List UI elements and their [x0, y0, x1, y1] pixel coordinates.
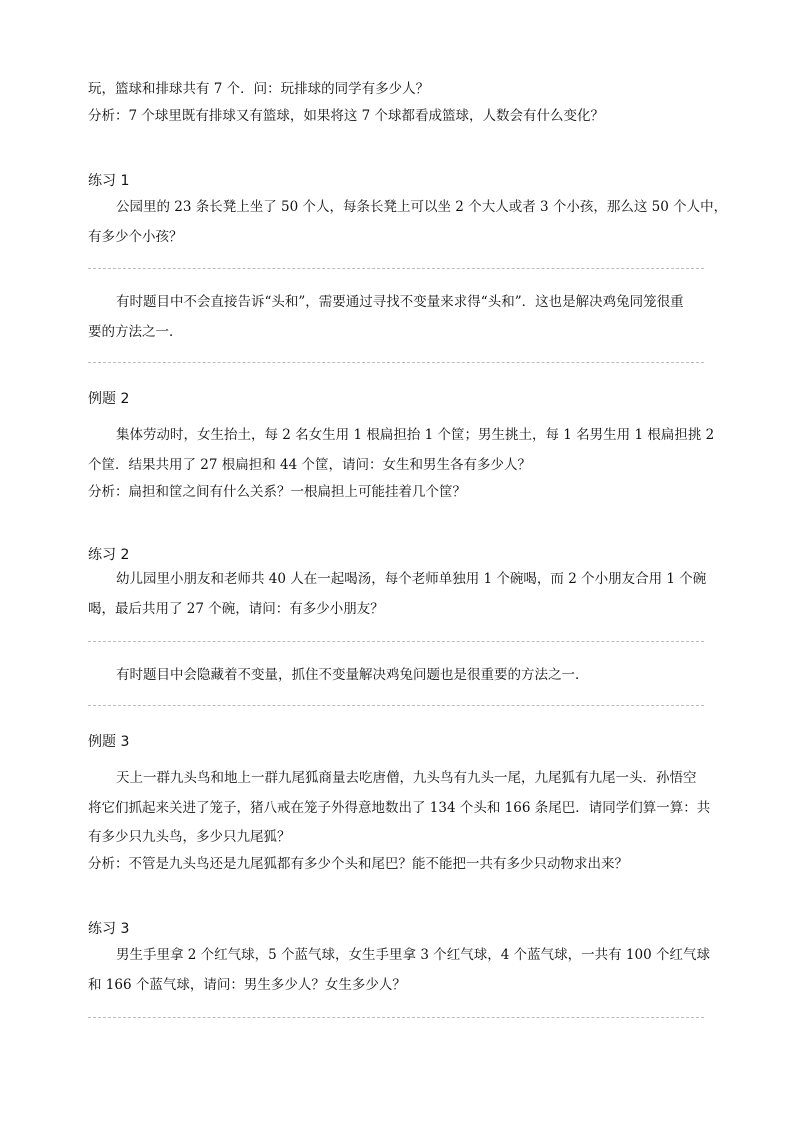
dashed-divider — [88, 705, 704, 706]
section-heading-practice-2: 练习 2 — [88, 547, 130, 563]
practice-3-line-1: 男生手里拿 2 个红气球，5 个蓝气球，女生手里拿 3 个红气球，4 个蓝气球，一共有 100 个红气球 — [116, 947, 710, 963]
practice-1-line-1: 公园里的 23 条长凳上坐了 50 个人，每条长凳上可以坐 2 个大人或者 3 个小孩，那么这 50 个人中， — [116, 199, 728, 215]
note-1-line-2: 要的方法之一． — [88, 324, 183, 340]
example-3-line-1: 天上一群九头鸟和地上一群九尾狐商量去吃唐僧，九头鸟有九头一尾，九尾狐有九尾一头．孙悟空 — [116, 770, 697, 786]
section-heading-practice-3: 练习 3 — [88, 921, 130, 937]
section-heading-example-2: 例题 2 — [88, 391, 130, 407]
practice-2-line-1: 幼儿园里小朋友和老师共 40 人在一起喝汤，每个老师单独用 1 个碗喝，而 2 个小朋友合用 1 个碗 — [116, 571, 707, 587]
note-2: 有时题目中会隐藏着不变量，抓住不变量解决鸡兔问题也是很重要的方法之一． — [116, 667, 589, 683]
practice-2-line-2: 喝，最后共用了 27 个碗，请问：有多少小朋友？ — [88, 601, 384, 617]
analysis-line: 分析：7 个球里既有排球又有篮球，如果将这 7 个球都看成篮球，人数会有什么变化？ — [88, 108, 605, 124]
dashed-divider — [88, 641, 704, 642]
dashed-divider — [88, 362, 704, 363]
section-heading-practice-1: 练习 1 — [88, 173, 130, 189]
example-2-line-1: 集体劳动时，女生抬土，每 2 名女生用 1 根扁担抬 1 个筐；男生挑土，每 1 名男生用 1 根扁担挑 2 — [116, 427, 715, 443]
dashed-divider — [88, 1017, 704, 1018]
note-1-line-1: 有时题目中不会直接告诉“头和”，需要通过寻找不变量来求得“头和”．这也是解决鸡兔同笼很重 — [116, 294, 684, 310]
practice-3-line-2: 和 166 个蓝气球，请问：男生多少人？女生多少人？ — [88, 977, 406, 993]
example-3-line-3: 有多少只九头鸟，多少只九尾狐？ — [88, 829, 291, 845]
example-3-line-2: 将它们抓起来关进了笼子，猪八戒在笼子外得意地数出了 134 个头和 166 条尾巴．请同学们算一算：共 — [88, 800, 711, 816]
example-3-analysis: 分析：不管是九头鸟还是九尾狐都有多少个头和尾巴？能不能把一共有多少只动物求出来？ — [88, 856, 628, 872]
example-2-analysis: 分析：扁担和筐之间有什么关系？一根扁担上可能挂着几个筐？ — [88, 484, 466, 500]
section-heading-example-3: 例题 3 — [88, 734, 130, 750]
problem-continuation-line: 玩，篮球和排球共有 7 个．问：玩排球的同学有多少人？ — [88, 81, 430, 97]
dashed-divider — [88, 268, 704, 269]
practice-1-line-2: 有多少个小孩？ — [88, 229, 183, 245]
example-2-line-2: 个筐．结果共用了 27 根扁担和 44 个筐，请问：女生和男生各有多少人？ — [88, 457, 532, 473]
